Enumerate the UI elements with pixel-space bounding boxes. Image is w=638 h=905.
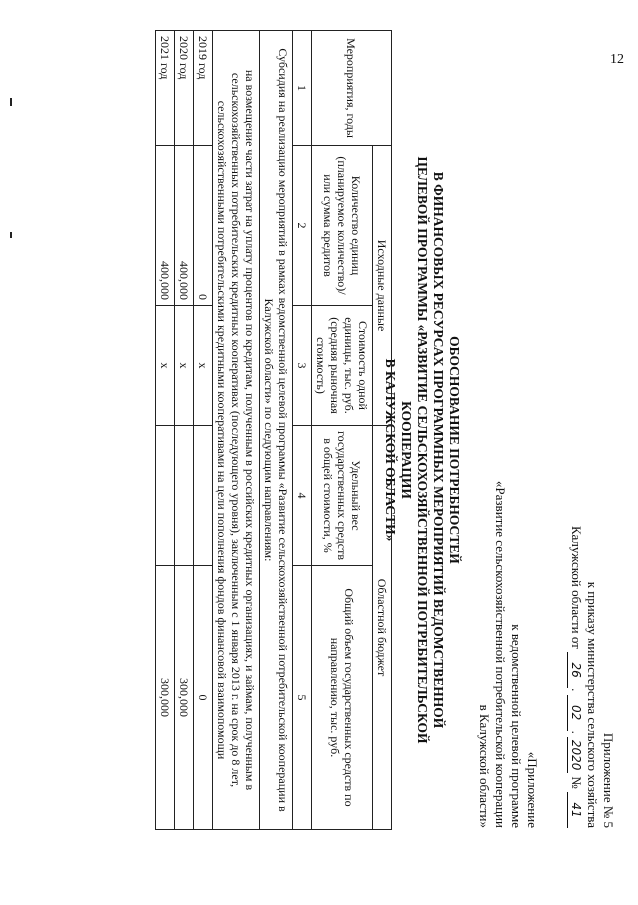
scan-mark-middle <box>10 232 12 238</box>
row-quantity: 0 <box>194 146 213 306</box>
row-share <box>156 426 175 566</box>
row-year: 2020 год <box>175 31 194 146</box>
appendix-line-3: «Развитие сельскохозяйственной потребительской кооперации <box>493 480 508 828</box>
title-line-1: ОБОСНОВАНИЕ ПОТРЕБНОСТЕЙ <box>447 336 462 564</box>
column-number: 4 <box>293 426 312 566</box>
title-line-4: В КАЛУЖСКОЙ ОБЛАСТИ» <box>383 358 398 542</box>
row-total: 300,000 <box>156 566 175 830</box>
direction-text: на возмещение части затрат на уплату процентов по кредитам, полученным в российских кредитных организациях, и займам, полученным в сельскохозяйственных потребительских кредитных кооперативах (последующего уровня), заключенным с 1 января 2013 г. на срок до 8 лет, сельскохозяйственными потребительскими кредитными кооперативами на цели пополнения фондов финансовой взаимопомощи <box>213 31 260 830</box>
order-date-day: 26 <box>567 652 584 688</box>
order-date-prefix: Калужской области от <box>569 526 584 649</box>
order-line-3: Калужской области от 26. 02. 2020 № 41 <box>567 526 584 828</box>
column-number: 1 <box>293 31 312 146</box>
subsidy-text: Субсидия на реализацию мероприятий в рамках ведомственной целевой программы «Развитие сельскохозяйственной потребительской кооперации в Калужской области» по следующим направлениям: <box>260 31 293 830</box>
row-share <box>194 426 213 566</box>
row-unit-cost: х <box>156 306 175 426</box>
column-number: 2 <box>293 146 312 306</box>
row-year: 2021 год <box>156 31 175 146</box>
column-number: 5 <box>293 566 312 830</box>
order-date-year: 2020 <box>567 737 584 773</box>
order-header <box>567 526 616 828</box>
table-row <box>156 31 175 830</box>
header-events: Мероприятия, годы <box>312 31 392 146</box>
column-numbers-row <box>293 31 312 830</box>
header-unit-cost: Стоимость одной единицы, тыс. руб. (средняя рыночная стоимость) <box>312 306 373 426</box>
appendix-line-1: «Приложение <box>525 751 540 828</box>
appendix-line-2: к ведомственной целевой программе <box>509 624 524 828</box>
header-regional-budget: Областной бюджет <box>373 426 392 830</box>
scan-mark-top <box>10 98 12 106</box>
direction-row <box>213 31 260 830</box>
subsidy-row <box>260 31 293 830</box>
program-appendix <box>476 481 540 828</box>
title-line-3: ЦЕЛЕВОЙ ПРОГРАММЫ «РАЗВИТИЕ СЕЛЬСКОХОЗЯЙСТВЕННОЙ ПОТРЕБИТЕЛЬСКОЙ КООПЕРАЦИИ <box>399 156 430 744</box>
row-total: 0 <box>194 566 213 830</box>
row-quantity: 400,000 <box>175 146 194 306</box>
row-unit-cost: х <box>175 306 194 426</box>
order-number-prefix: № <box>569 776 584 789</box>
column-number: 3 <box>293 306 312 426</box>
header-share: Удельный вес государственных средств в общей стоимости, % <box>312 426 373 566</box>
title-line-2: В ФИНАНСОВЫХ РЕСУРСАХ ПРОГРАММНЫХ МЕРОПРИЯТИЙ ВЕДОМСТВЕННОЙ <box>431 171 446 729</box>
appendix-line-4: в Калужской области» <box>477 704 492 828</box>
order-line-2: к приказу министерства сельского хозяйства <box>585 581 600 828</box>
order-date-month: 02 <box>567 695 584 731</box>
header-source-data: Исходные данные <box>373 146 392 426</box>
row-share <box>175 426 194 566</box>
rotated-document <box>78 0 638 860</box>
order-line-1: Приложение № 5 <box>601 732 616 828</box>
row-total: 300,000 <box>175 566 194 830</box>
header-total: Общий объем государственных средств по направлению, тыс. руб. <box>312 566 373 830</box>
row-unit-cost: х <box>194 306 213 426</box>
row-quantity: 400,000 <box>156 146 175 306</box>
page-number: 12 <box>610 52 624 67</box>
table-row <box>194 31 213 830</box>
document-title <box>382 140 462 760</box>
order-number: 41 <box>567 792 584 828</box>
header-quantity: Количество единиц (планируемое количество)/или сумма кредитов <box>312 146 373 306</box>
table-row <box>175 31 194 830</box>
financing-table <box>155 30 392 830</box>
row-year: 2019 год <box>194 31 213 146</box>
